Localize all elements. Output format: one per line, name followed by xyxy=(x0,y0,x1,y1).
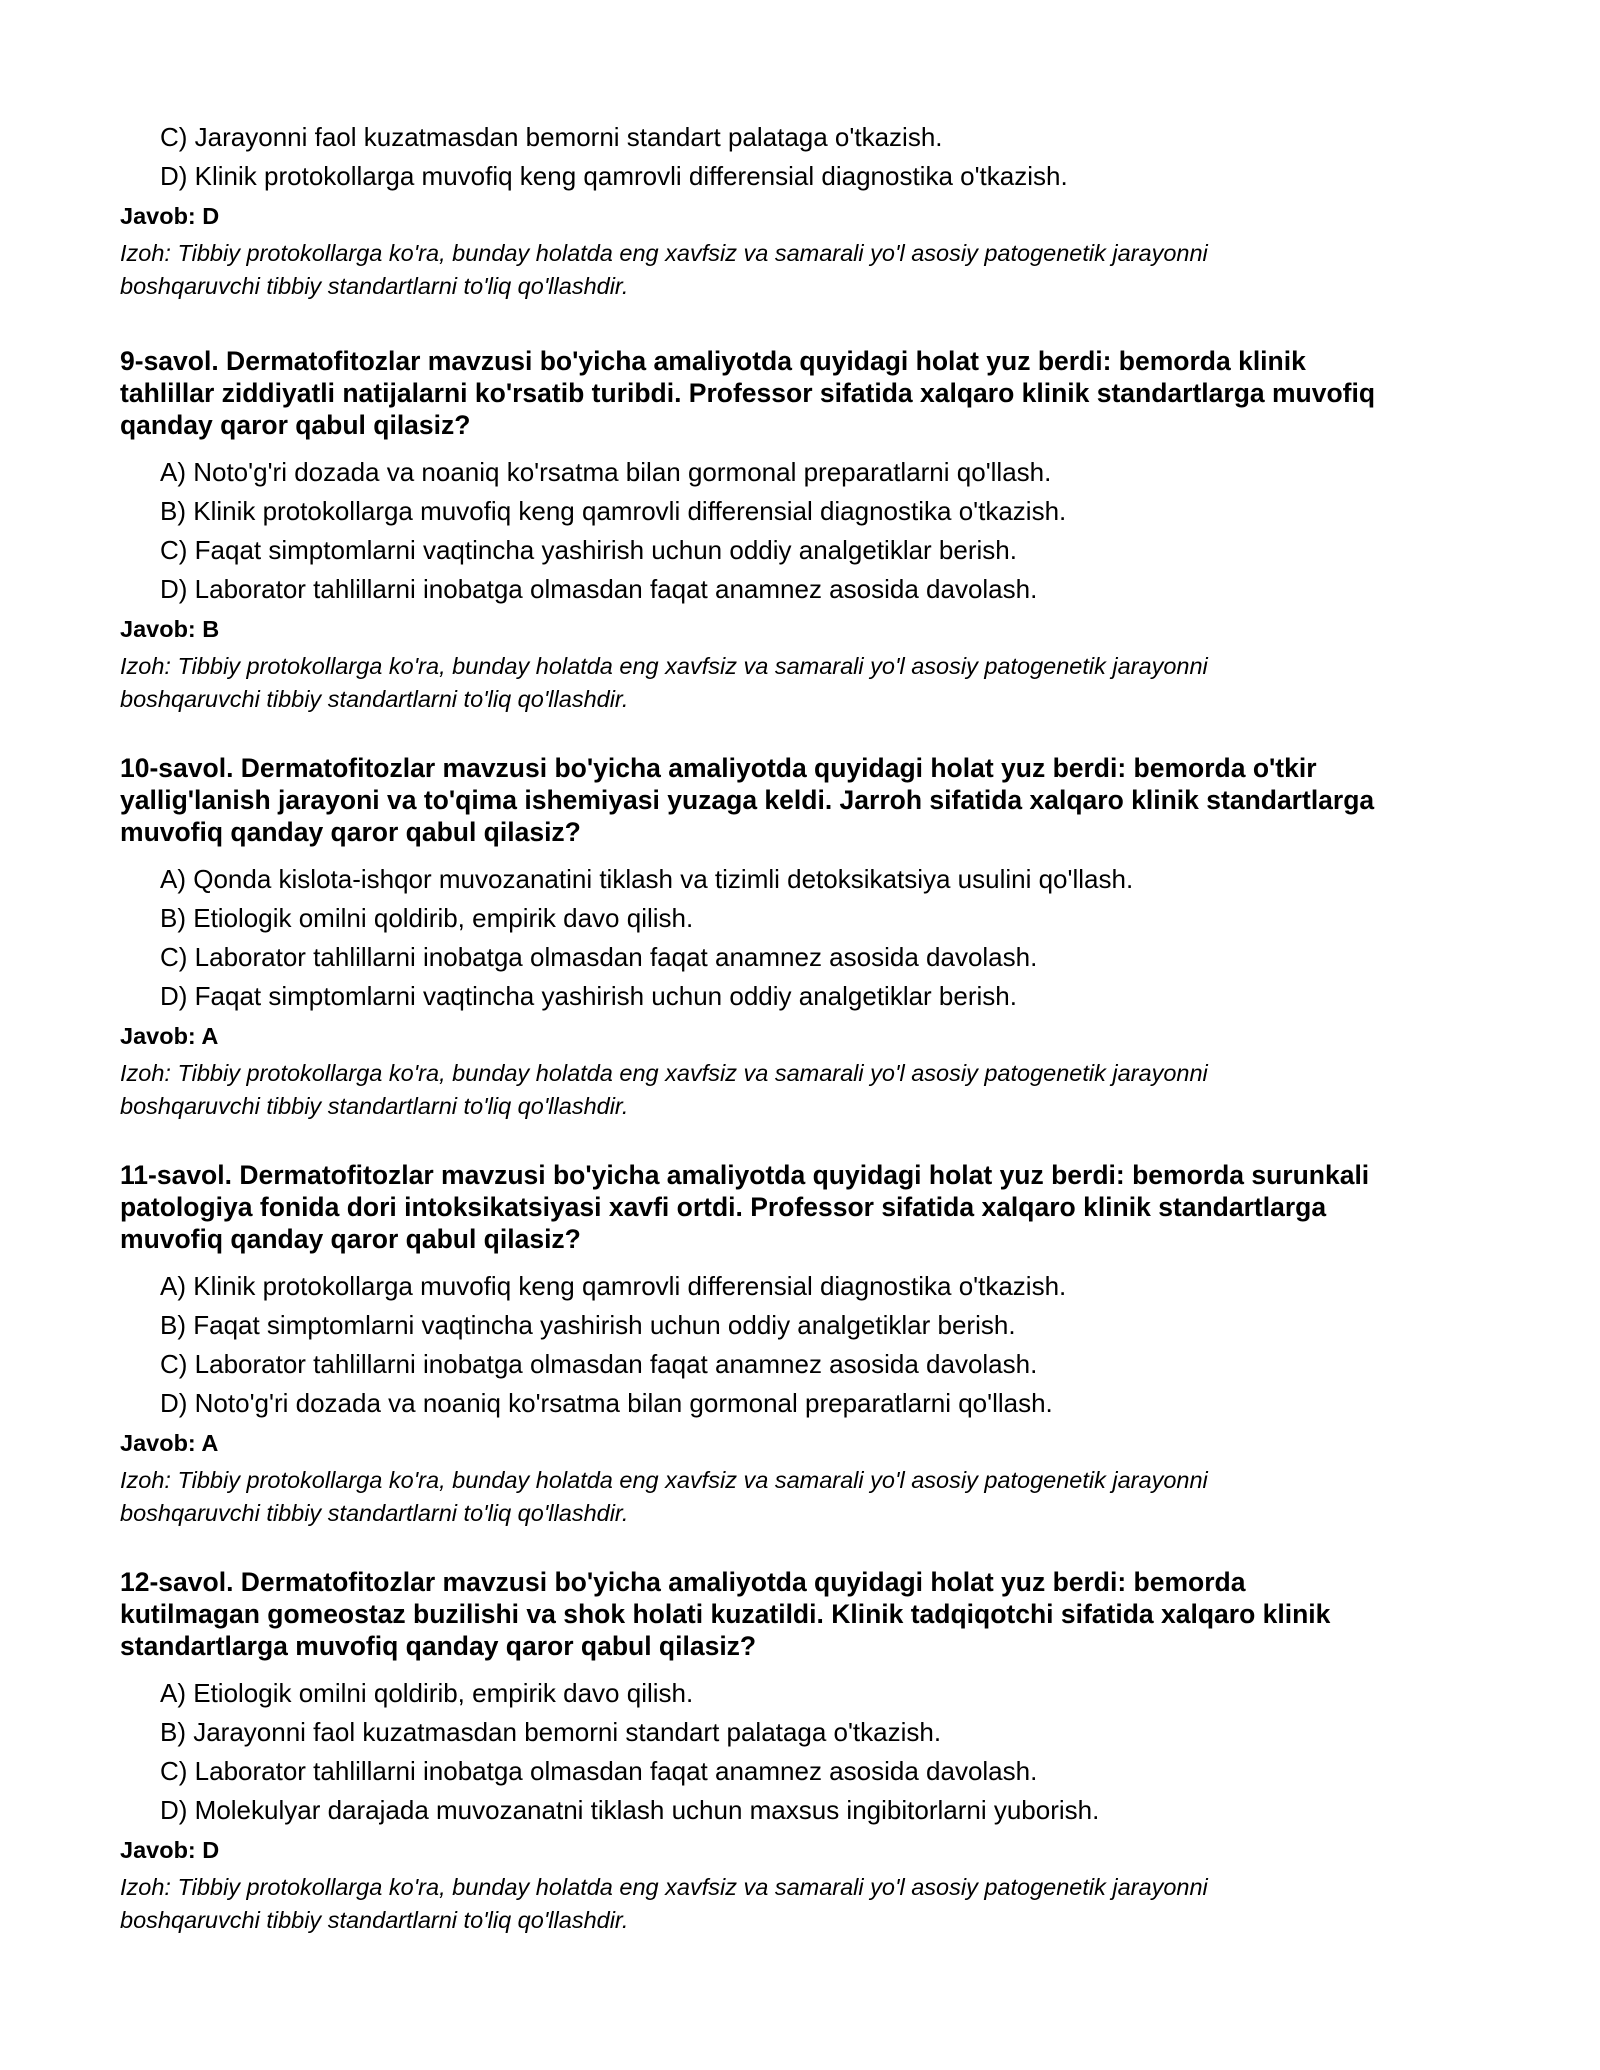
explanation-note xyxy=(120,1057,1500,1123)
answer-label: Javob: A xyxy=(120,1430,219,1456)
question-line: 10-savol. Dermatofitozlar mavzusi bo'yicha amaliyotda quyidagi holat yuz berdi: bemorda o'tkir xyxy=(120,753,1317,783)
question-text xyxy=(120,752,1500,848)
option-a: A) Qonda kislota-ishqor muvozanatini tiklash va tizimli detoksikatsiya usulini qo'llash. xyxy=(160,864,1134,894)
question-line: yallig'lanish jarayoni va to'qima ishemiyasi yuzaga keldi. Jarroh sifatida xalqaro klinik standartlarga xyxy=(120,785,1375,815)
option-a: A) Noto'g'ri dozada va noaniq ko'rsatma bilan gormonal preparatlarni qo'llash. xyxy=(160,457,1052,487)
option-b: B) Faqat simptomlarni vaqtincha yashirish uchun oddiy analgetiklar berish. xyxy=(160,1310,1016,1340)
question-8-continuation xyxy=(120,118,1500,303)
answer-label: Javob: D xyxy=(120,1837,220,1863)
question-line: muvofiq qanday qaror qabul qilasiz? xyxy=(120,817,581,847)
option-d: D) Klinik protokollarga muvofiq keng qamrovli differensial diagnostika o'tkazish. xyxy=(160,161,1068,191)
option-c: C) Laborator tahlillarni inobatga olmasdan faqat anamnez asosida davolash. xyxy=(160,942,1038,972)
option-d: D) Molekulyar darajada muvozanatni tiklash uchun maxsus ingibitorlarni yuborish. xyxy=(160,1795,1100,1825)
question-text xyxy=(120,1159,1500,1255)
explanation-line: Izoh: Tibbiy protokollarga ko'ra, bunday holatda eng xavfsiz va samarali yo'l asosiy patogenetik jarayonni xyxy=(120,1874,1208,1900)
question-text xyxy=(120,345,1500,441)
option-b: B) Jarayonni faol kuzatmasdan bemorni standart palataga o'tkazish. xyxy=(160,1717,942,1747)
explanation-line: boshqaruvchi tibbiy standartlarni to'liq qo'llashdir. xyxy=(120,1093,629,1119)
option-d: D) Laborator tahlillarni inobatga olmasdan faqat anamnez asosida davolash. xyxy=(160,574,1038,604)
answer-label: Javob: D xyxy=(120,203,220,229)
option-a: A) Klinik protokollarga muvofiq keng qamrovli differensial diagnostika o'tkazish. xyxy=(160,1271,1067,1301)
explanation-line: Izoh: Tibbiy protokollarga ko'ra, bunday holatda eng xavfsiz va samarali yo'l asosiy patogenetik jarayonni xyxy=(120,240,1208,266)
question-line: qanday qaror qabul qilasiz? xyxy=(120,410,471,440)
question-10 xyxy=(120,752,1500,1123)
question-line: kutilmagan gomeostaz buzilishi va shok holati kuzatildi. Klinik tadqiqotchi sifatida xalqaro klinik xyxy=(120,1599,1331,1629)
option-d: D) Faqat simptomlarni vaqtincha yashirish uchun oddiy analgetiklar berish. xyxy=(160,981,1017,1011)
option-d: D) Noto'g'ri dozada va noaniq ko'rsatma bilan gormonal preparatlarni qo'llash. xyxy=(160,1388,1053,1418)
question-line: 11-savol. Dermatofitozlar mavzusi bo'yicha amaliyotda quyidagi holat yuz berdi: bemorda surunkali xyxy=(120,1160,1370,1190)
explanation-line: Izoh: Tibbiy protokollarga ko'ra, bunday holatda eng xavfsiz va samarali yo'l asosiy patogenetik jarayonni xyxy=(120,653,1208,679)
question-line: tahlillar ziddiyatli natijalarni ko'rsatib turibdi. Professor sifatida xalqaro klinik standartlarga muvofiq xyxy=(120,378,1376,408)
explanation-note xyxy=(120,1464,1500,1530)
option-b: B) Klinik protokollarga muvofiq keng qamrovli differensial diagnostika o'tkazish. xyxy=(160,496,1067,526)
question-line: 9-savol. Dermatofitozlar mavzusi bo'yicha amaliyotda quyidagi holat yuz berdi: bemorda klinik xyxy=(120,346,1306,376)
option-c: C) Jarayonni faol kuzatmasdan bemorni standart palataga o'tkazish. xyxy=(160,122,943,152)
question-text xyxy=(120,1566,1500,1662)
option-a: A) Etiologik omilni qoldirib, empirik davo qilish. xyxy=(160,1678,694,1708)
explanation-note xyxy=(120,237,1500,303)
answer-label: Javob: B xyxy=(120,616,220,642)
question-12 xyxy=(120,1566,1500,1937)
option-c: C) Laborator tahlillarni inobatga olmasdan faqat anamnez asosida davolash. xyxy=(160,1349,1038,1379)
question-11 xyxy=(120,1159,1500,1530)
answer-label: Javob: A xyxy=(120,1023,219,1049)
option-c: C) Faqat simptomlarni vaqtincha yashirish uchun oddiy analgetiklar berish. xyxy=(160,535,1017,565)
explanation-line: boshqaruvchi tibbiy standartlarni to'liq qo'llashdir. xyxy=(120,273,629,299)
question-line: 12-savol. Dermatofitozlar mavzusi bo'yicha amaliyotda quyidagi holat yuz berdi: bemorda xyxy=(120,1567,1246,1597)
question-line: patologiya fonida dori intoksikatsiyasi xavfi ortdi. Professor sifatida xalqaro klinik standartlarga xyxy=(120,1192,1327,1222)
explanation-line: Izoh: Tibbiy protokollarga ko'ra, bunday holatda eng xavfsiz va samarali yo'l asosiy patogenetik jarayonni xyxy=(120,1060,1208,1086)
question-line: muvofiq qanday qaror qabul qilasiz? xyxy=(120,1224,581,1254)
explanation-line: Izoh: Tibbiy protokollarga ko'ra, bunday holatda eng xavfsiz va samarali yo'l asosiy patogenetik jarayonni xyxy=(120,1467,1208,1493)
option-c: C) Laborator tahlillarni inobatga olmasdan faqat anamnez asosida davolash. xyxy=(160,1756,1038,1786)
explanation-note xyxy=(120,650,1500,716)
question-line: standartlarga muvofiq qanday qaror qabul qilasiz? xyxy=(120,1631,757,1661)
explanation-note xyxy=(120,1871,1500,1937)
explanation-line: boshqaruvchi tibbiy standartlarni to'liq qo'llashdir. xyxy=(120,686,629,712)
question-9 xyxy=(120,345,1500,716)
explanation-line: boshqaruvchi tibbiy standartlarni to'liq qo'llashdir. xyxy=(120,1500,629,1526)
option-b: B) Etiologik omilni qoldirib, empirik davo qilish. xyxy=(160,903,694,933)
explanation-line: boshqaruvchi tibbiy standartlarni to'liq qo'llashdir. xyxy=(120,1907,629,1933)
